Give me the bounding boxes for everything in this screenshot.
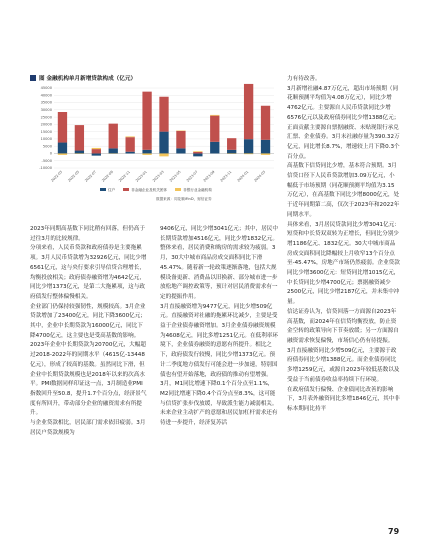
page-number: 79 [388, 527, 400, 536]
y-tick-label: 5000 [42, 144, 52, 149]
column-left [30, 225, 148, 438]
bar-segment [58, 143, 67, 154]
paragraph: 具体来看，3月居民贷款同比少增3041亿元：短贷和中长贷双双转为正增长，但同比分别少增1186亿元、1832亿元。30大中城市商品房成交面积同比降幅较上月收窄13个百分点至-45.47%，房地产市场仍然疲弱。企业贷款同比少增3600亿元：短贷同比增1015亿元，中长贷同比少增4700亿元；票据融资减少2500亿元，同比少增2187亿元，并未集中冲量。 [287, 221, 400, 306]
y-tick-label: 45000 [40, 86, 52, 91]
bar-segment [261, 106, 270, 140]
figure-title-text: 图 金融机构单月新增贷款构成（亿元） [39, 76, 137, 82]
bar-segment [92, 153, 101, 155]
figure [30, 74, 282, 222]
bar-segment [244, 84, 253, 139]
x-tick-label: 2022-09 [101, 169, 114, 183]
x-tick-label: 2023-05 [168, 169, 182, 183]
bar-segment [193, 152, 202, 153]
paragraph: 高基数下信贷同比少增，基本符合预期。3月信贷口径下人民币贷款增加3.09万亿元，小幅低于市场预期（同花顺预测平均值为3.15万亿元），在高基数下同比少增8000亿元，处于近年同期第二高，仅次于2023年和2022年同期水平。 [287, 163, 400, 218]
bar-segment [210, 142, 219, 154]
bar-segment [176, 131, 185, 148]
bar-segment [75, 151, 84, 154]
legend-label: 非金融企业及机关团体 [131, 188, 168, 192]
bar-segment [159, 132, 168, 154]
x-tick-label: 2023-03 [151, 169, 165, 183]
bar-segment [261, 140, 270, 154]
y-tick-label: 30000 [40, 108, 52, 113]
column-middle [160, 225, 278, 429]
x-tick-label: 2024-03 [253, 169, 267, 183]
chart-legend [100, 188, 220, 193]
bar-segment [92, 149, 101, 153]
legend-swatch [123, 188, 129, 191]
y-tick-label: 25000 [40, 115, 52, 120]
y-tick-label: 10000 [40, 137, 52, 142]
legend-item [100, 188, 115, 192]
paragraph: 3月新增社融4.87万亿元，超出市场预期（同花顺预测平均值为4.08万亿元），同比少增4762亿元。主要源自人民币贷款同比少增6576亿元以及政府债券同比少增1388亿元；正面贡献主要源自票据融资、未贴现银行承兑汇票、企业债券。3月末社融存量为390.32万亿元，同比增长8.7%，增速较上月下降0.3个百分点。 [287, 85, 400, 160]
bar-segment [58, 153, 67, 154]
y-tick-label: 20000 [40, 122, 52, 127]
bar-segment [126, 136, 135, 137]
paragraph: 2023年同期高基数下同比稍有回落，但仍高于过往3月的比较规律。 [30, 226, 145, 242]
bar-segment [142, 92, 151, 150]
legend-swatch [100, 188, 106, 191]
x-tick-label: 2022-03 [50, 169, 64, 183]
bar-segment [142, 150, 151, 154]
y-tick-label: 15000 [40, 129, 52, 134]
column-right [287, 75, 400, 415]
y-tick-label: 35000 [40, 100, 52, 105]
bar-segment [159, 153, 168, 156]
bar-segment [227, 150, 236, 154]
bar-segment [126, 137, 135, 152]
legend-item [175, 188, 212, 192]
paragraph: 信达证券认为，信贷回落一方面源自2023年高基数，而2024年在信贷均衡投放，防止资金空转的政策导向下节奏放缓；另一方面源自融资需求恢复偏慢，市场信心仍有待提振。 [287, 308, 399, 344]
paragraph: 力有待改善。 [287, 76, 321, 82]
x-tick-label: 2024-01 [236, 169, 250, 183]
x-tick-label: 2022-05 [67, 169, 81, 183]
bar-segment [126, 152, 135, 154]
x-tick-label: 2022-11 [118, 169, 131, 183]
y-tick-label: -10000 [39, 166, 52, 171]
figure-title [30, 74, 136, 82]
paragraph: 9406亿元，同比少增3041亿元；其中，居民中长期贷款增加4516亿元，同比少增1832亿元。整体来看，居民消费和购房的需求较为疲弱。3月，30大中城市商品房成交面积同比下滑45.47%。随着新一轮政策逐渐落地，包括大规模设备更新、消费品以旧换新、部分城市进一步放松地产调控政策等，预计对居民消费需求有一定的提振作用。 [160, 226, 278, 300]
paragraph: 3月直接融资同比少增509亿元，主要源于政府债券同比少增1388亿元。而企业债券同比多增1259亿元，或源自2023年较低基数以及受益于当前债券收益率持续下行环境。 [287, 347, 400, 383]
bar-segment [261, 153, 270, 154]
bar-segment [227, 138, 236, 150]
legend-label: 非银行业金融机构 [183, 188, 212, 192]
bar-segment [109, 148, 118, 153]
x-tick-label: 2023-09 [202, 169, 216, 183]
legend-label: 住户 [108, 188, 116, 192]
paragraph: 企业部门仍保持较强韧性，规模较高。3月企业贷款增加了23400亿元，同比下降3600亿元；其中，企业中长期贷款为16000亿元，同比下降4700亿元，这主要也是受高基数的影响。2023年企业中长期贷款为20700亿元，大幅超过2018-2022年的同期水平（4615亿-13448亿元），形成了较高的基数。虽然同比下滑，但企业中长期贷款规模也是2018年以来的次高水平。PMI数据同样印证这一点，3月制造业PMI指数回升至50.8，提升1.7个百分点，经济景气度有所回升，带动部分企业的融资需求有所提升。 [30, 303, 147, 417]
x-tick-label: 2023-11 [219, 169, 233, 183]
bar-segment [159, 97, 168, 132]
figure-source: 数据来源：同花顺iFinD，财信证券 [156, 197, 212, 201]
x-tick-label: 2023-01 [134, 169, 148, 183]
legend-item [123, 188, 167, 192]
bar-segment [193, 151, 202, 152]
bar-segment [58, 112, 67, 143]
y-tick-label: 40000 [40, 93, 52, 98]
legend-swatch [175, 188, 181, 191]
bar-segment [75, 125, 84, 150]
bar-segment [210, 116, 219, 142]
bar-segment [210, 115, 219, 116]
bar-segment [92, 148, 101, 149]
paragraph: 3月，M1同比增速下降0.1个百分点至1.1%，M2同比增速下降0.4个百分点至8.3%，这可能与信贷扩张步伐放缓，导致派生能力减弱相关。未来企业主动扩产的意愿和居民加杠杆需求还有待进一步提升，经济复苏活 [160, 381, 278, 427]
bar-segment [109, 124, 118, 149]
paragraph: 3月直接融资增为9477亿元，同比少增509亿元。直接融资对社融的拖累环比减少，主要是受益于企业债券融资增加。3月企业债券融资规模为4608亿元，同比多增1251亿元。在低利率环境下，企业债券融资的意愿有所提升。相比之下，政府债发行较慢，同比少增1373亿元。预计二季度地方债发行可能会进一步加速，特别国债也有望开始落地，政府债的推动有望增强。 [160, 303, 278, 378]
bar-segment [176, 148, 185, 153]
bar-segment [142, 153, 151, 154]
y-tick-label: 0 [49, 151, 52, 156]
paragraph: 在政府债发行偏慢、企业债同比改善的影响下，3月表外融资同比多增1846亿元，其中非标本期同比持平 [287, 386, 400, 412]
bar-chart [30, 82, 282, 186]
x-tick-label: 2023-07 [185, 169, 199, 183]
bar-segment [193, 153, 202, 156]
paragraph: 分项来看，人民币贷款和政府债券是主要拖累项。3月人民币贷款增为32926亿元，同比少增6561亿元，这与央行要求引导信贷合理增长，均衡投放相关；政府债券融资增为4642亿元，同比少增1373亿元，是第二大拖累项，这与政府债发行整体偏慢相关。 [30, 245, 147, 300]
bar-segment [244, 153, 253, 154]
x-tick-label: 2022-07 [84, 169, 98, 183]
paragraph: 与企业贷款相比，居民部门需求依旧疲弱。3月居民户贷款规模为 [30, 420, 146, 436]
bar-segment [244, 139, 253, 153]
title-marker-icon [30, 75, 36, 81]
y-tick-label: -5000 [41, 158, 52, 163]
